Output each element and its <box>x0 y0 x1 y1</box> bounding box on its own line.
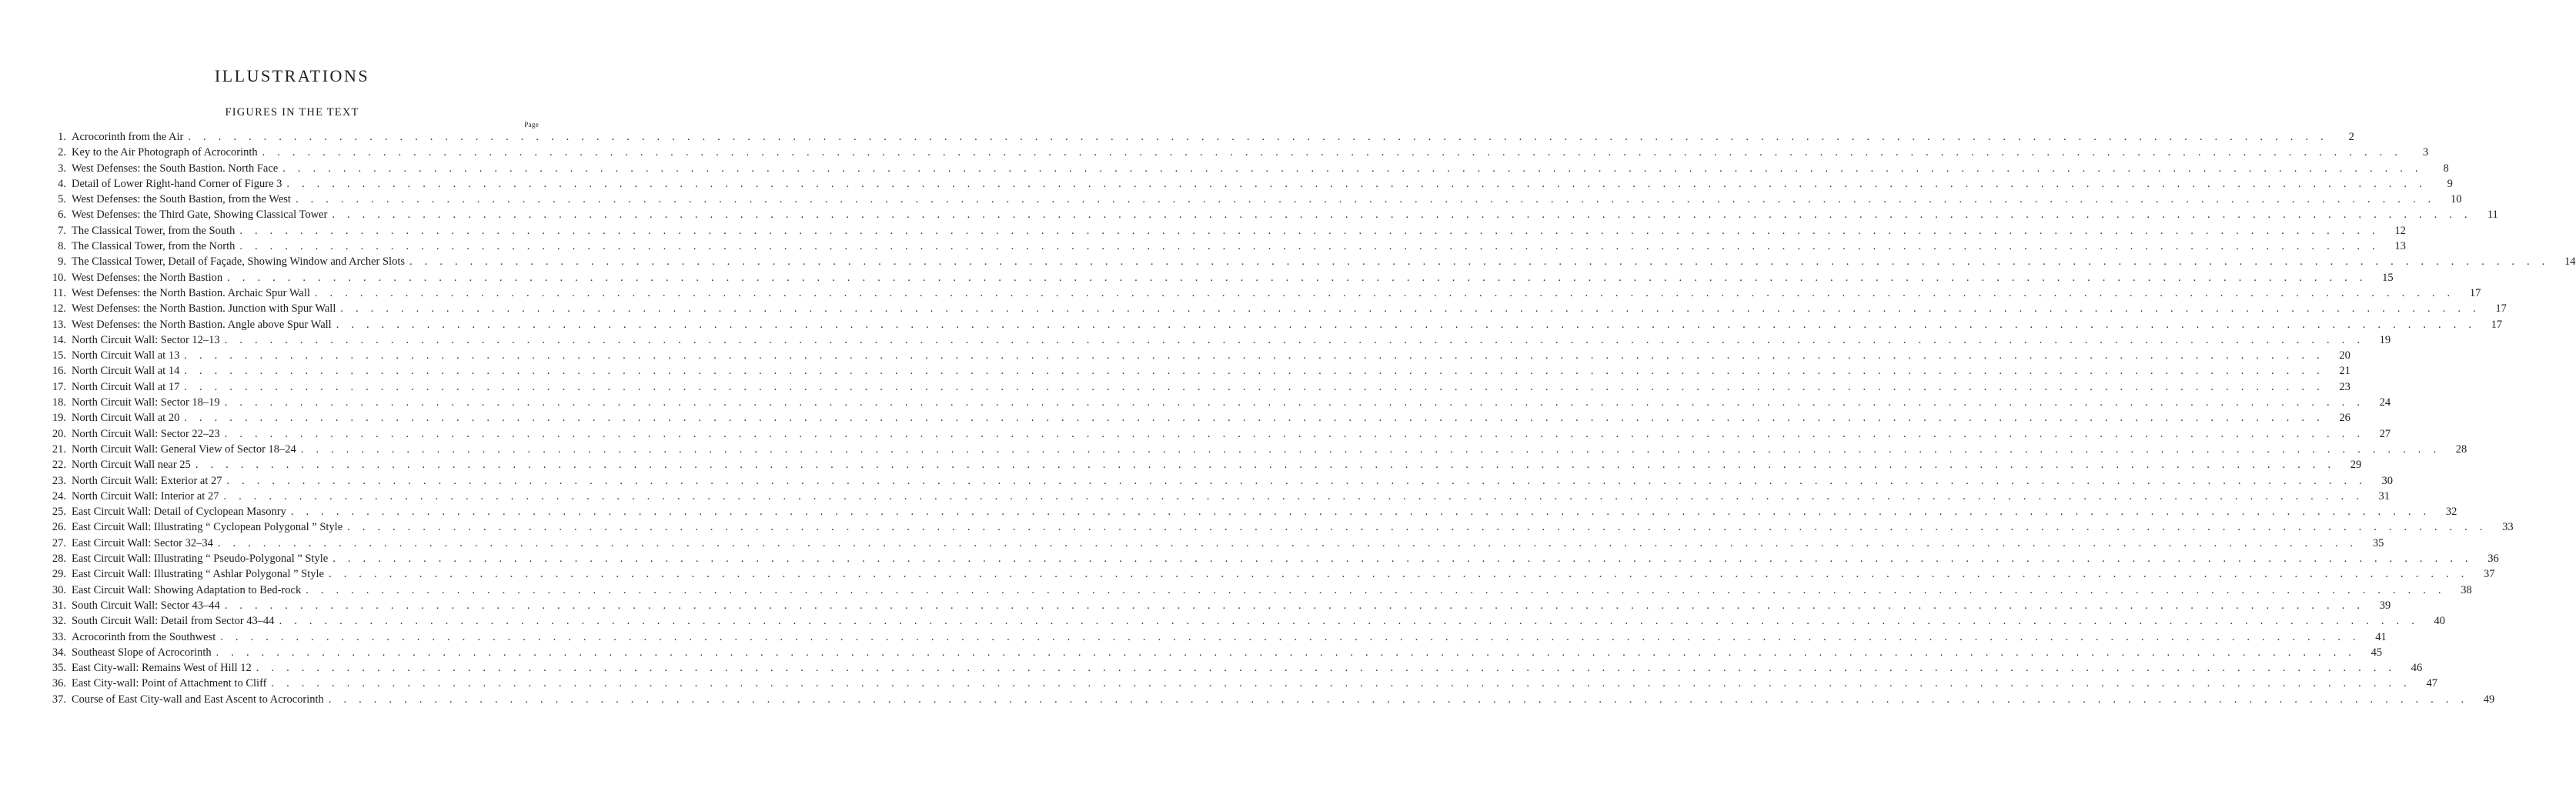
figure-title: North Circuit Wall: Exterior at 27 <box>72 474 222 487</box>
figure-title: North Circuit Wall near 25 <box>72 459 191 472</box>
page-number: 46 <box>2411 662 2423 675</box>
figure-entry[interactable] <box>45 536 2384 551</box>
figure-title: North Circuit Wall: General View of Sector 18–24 <box>72 442 296 456</box>
dot-leader <box>271 676 2411 691</box>
figure-title: Acrocorinth from the Air <box>72 131 184 143</box>
dot-leader <box>262 145 2402 160</box>
figure-number: 6. <box>58 209 66 222</box>
figure-entry[interactable] <box>45 192 2462 207</box>
page-number: 39 <box>2379 599 2391 612</box>
figure-entry[interactable] <box>45 442 2467 457</box>
figure-entry[interactable] <box>45 457 2362 472</box>
figure-title: East Circuit Wall: Sector 32–34 <box>72 536 213 549</box>
figure-number: 26. <box>52 521 66 534</box>
page-number: 9 <box>2447 177 2453 190</box>
figure-title: North Circuit Wall at 17 <box>72 380 180 393</box>
figure-title: Course of East City-wall and East Ascent to Acrocorinth <box>72 693 324 706</box>
figure-title: West Defenses: the North Bastion <box>72 271 223 284</box>
dot-leader <box>216 645 2356 660</box>
figure-entry[interactable] <box>45 660 2423 676</box>
figure-title: East City-wall: Remains West of Hill 12 <box>72 662 252 675</box>
figure-number: 37. <box>52 693 66 706</box>
page-number: 24 <box>2379 396 2391 409</box>
figure-title: North Circuit Wall: Sector 12–13 <box>72 333 220 346</box>
figure-title: Acrocorinth from the Southwest <box>72 630 216 643</box>
figure-entry[interactable] <box>45 332 2391 348</box>
figure-number: 25. <box>52 506 66 519</box>
dot-leader <box>332 551 2472 566</box>
dot-leader <box>286 176 2426 192</box>
figure-title: West Defenses: the North Bastion. Junction with Spur Wall <box>72 302 336 316</box>
figure-entry[interactable] <box>45 504 2457 519</box>
figure-title: Key to the Air Photograph of Acrocorinth <box>72 146 258 159</box>
figure-number: 32. <box>52 615 66 628</box>
page-number: 29 <box>2350 459 2362 472</box>
page-number: 12 <box>2394 224 2406 237</box>
figure-entry[interactable] <box>45 285 2481 301</box>
figure-number: 36. <box>52 677 66 690</box>
page-number: 21 <box>2339 365 2350 378</box>
dot-leader <box>291 504 2431 519</box>
figure-entry[interactable] <box>45 598 2391 613</box>
page-number: 10 <box>2450 193 2462 206</box>
figure-entry[interactable] <box>45 176 2453 192</box>
dot-leader <box>329 692 2468 707</box>
figure-number: 27. <box>52 536 66 549</box>
figure-number: 2. <box>58 146 66 159</box>
figure-number: 4. <box>58 177 66 190</box>
dot-leader <box>340 301 2480 316</box>
figure-entry[interactable] <box>45 566 2495 582</box>
figure-number: 11. <box>52 286 66 299</box>
section-title: FIGURES IN THE TEXT <box>225 106 359 119</box>
dot-leader <box>218 536 2357 551</box>
dot-leader <box>195 457 2335 472</box>
figure-entry[interactable] <box>45 254 2576 269</box>
dot-leader <box>301 442 2441 457</box>
figure-entry[interactable] <box>45 519 2514 535</box>
dot-leader <box>188 129 2327 145</box>
page-number: 3 <box>2422 146 2429 159</box>
figure-title: The Classical Tower, from the South <box>72 224 236 237</box>
page-number: 23 <box>2339 380 2350 393</box>
figure-title: North Circuit Wall: Interior at 27 <box>72 489 219 503</box>
figure-entry[interactable] <box>45 629 2387 645</box>
dot-leader <box>336 317 2476 332</box>
page-number: 8 <box>2443 162 2449 175</box>
figure-entry[interactable] <box>45 676 2437 691</box>
figure-number: 21. <box>52 442 66 456</box>
figure-number: 9. <box>58 255 66 269</box>
page-number: 33 <box>2502 521 2514 534</box>
figure-title: West Defenses: the Third Gate, Showing Classical Tower <box>72 209 328 222</box>
page-number: 41 <box>2375 630 2387 643</box>
figure-entry[interactable] <box>45 207 2498 222</box>
figure-title: North Circuit Wall at 13 <box>72 349 180 362</box>
page-number: 28 <box>2455 442 2467 456</box>
dot-leader <box>227 270 2367 285</box>
dot-leader <box>225 395 2364 410</box>
dot-leader <box>409 254 2549 269</box>
page-number: 17 <box>2469 286 2481 299</box>
figure-entry[interactable] <box>45 583 2472 598</box>
figure-entry[interactable] <box>45 551 2499 566</box>
dot-leader <box>225 598 2364 613</box>
dot-leader <box>329 566 2468 582</box>
figure-entry[interactable] <box>45 489 2390 504</box>
figure-entry[interactable] <box>45 161 2449 176</box>
figure-entry[interactable] <box>45 645 2383 660</box>
page-number: 20 <box>2339 349 2350 362</box>
page-number: 40 <box>2434 615 2446 628</box>
figure-number: 20. <box>52 427 66 440</box>
figure-entry[interactable] <box>45 410 2350 426</box>
page-title: ILLUSTRATIONS <box>214 66 370 85</box>
page-number: 32 <box>2445 506 2457 519</box>
figure-title: North Circuit Wall: Sector 18–19 <box>72 396 220 409</box>
page-number: 11 <box>2487 209 2498 222</box>
dot-leader <box>239 239 2379 254</box>
page-number: 45 <box>2371 646 2383 659</box>
dot-leader <box>296 192 2435 207</box>
page-number: 36 <box>2487 553 2499 566</box>
page-number: 14 <box>2564 255 2576 269</box>
dot-leader <box>279 613 2419 629</box>
figure-number: 12. <box>52 302 66 316</box>
figure-title: East Circuit Wall: Showing Adaptation to Bed-rock <box>72 583 302 596</box>
figure-number: 5. <box>58 193 66 206</box>
figure-entry[interactable] <box>45 692 2495 707</box>
dot-leader <box>332 207 2471 222</box>
page-number: 15 <box>2382 271 2394 284</box>
figure-title: The Classical Tower, from the North <box>72 240 236 253</box>
figure-number: 35. <box>52 662 66 675</box>
figure-entry[interactable] <box>45 270 2394 285</box>
figure-number: 29. <box>52 568 66 581</box>
page-number: 49 <box>2483 693 2495 706</box>
page-number: 38 <box>2461 583 2472 596</box>
figure-entry[interactable] <box>45 473 2393 489</box>
figure-entry[interactable] <box>45 317 2503 332</box>
figure-number: 10. <box>52 271 66 284</box>
page-number: 2 <box>2348 131 2354 143</box>
figure-number: 19. <box>52 412 66 425</box>
figure-number: 15. <box>52 349 66 362</box>
dot-leader <box>220 629 2360 645</box>
page-number: 17 <box>2495 302 2507 316</box>
figure-number: 23. <box>52 474 66 487</box>
dot-leader <box>226 473 2366 489</box>
figure-entry[interactable] <box>45 363 2350 379</box>
page-column-label: Page <box>524 121 539 129</box>
figure-entry[interactable] <box>45 348 2350 363</box>
figure-entry[interactable] <box>45 239 2406 254</box>
dot-leader <box>223 489 2363 504</box>
figure-number: 1. <box>58 131 66 143</box>
figure-title: North Circuit Wall: Sector 22–23 <box>72 427 220 440</box>
page-number: 19 <box>2379 333 2391 346</box>
page-number: 35 <box>2372 536 2384 549</box>
dot-leader <box>225 332 2364 348</box>
dot-leader <box>256 660 2396 676</box>
figure-title: East Circuit Wall: Illustrating “ Ashlar Polygonal ” Style <box>72 568 324 581</box>
figure-title: Detail of Lower Right-hand Corner of Figure 3 <box>72 177 282 190</box>
dot-leader <box>184 410 2324 426</box>
figure-number: 30. <box>52 583 66 596</box>
dot-leader <box>184 379 2324 395</box>
dot-leader <box>347 519 2487 535</box>
figure-number: 34. <box>52 646 66 659</box>
figure-entry[interactable] <box>45 613 2446 629</box>
page-number: 26 <box>2339 412 2350 425</box>
figure-title: East Circuit Wall: Illustrating “ Pseudo-Polygonal ” Style <box>72 553 329 566</box>
figure-number: 28. <box>52 553 66 566</box>
page-number: 37 <box>2483 568 2495 581</box>
figure-number: 16. <box>52 365 66 378</box>
page-number: 27 <box>2379 427 2391 440</box>
page-number: 31 <box>2378 489 2390 503</box>
dot-leader <box>239 223 2379 239</box>
dot-leader <box>225 426 2364 442</box>
figure-number: 14. <box>52 333 66 346</box>
figure-title: West Defenses: the South Bastion, from the West <box>72 193 291 206</box>
figure-title: East Circuit Wall: Detail of Cyclopean Masonry <box>72 506 286 519</box>
page-number: 47 <box>2426 677 2437 690</box>
figure-number: 33. <box>52 630 66 643</box>
dot-leader <box>184 363 2324 379</box>
figure-number: 31. <box>52 599 66 612</box>
figure-title: West Defenses: the North Bastion. Archaic Spur Wall <box>72 286 310 299</box>
figure-title: Southeast Slope of Acrocorinth <box>72 646 212 659</box>
figure-entry[interactable] <box>45 426 2391 442</box>
figure-title: North Circuit Wall at 14 <box>72 365 180 378</box>
figure-title: North Circuit Wall at 20 <box>72 412 180 425</box>
dot-leader <box>315 285 2454 301</box>
figure-entry[interactable] <box>45 301 2507 316</box>
figure-number: 18. <box>52 396 66 409</box>
figure-number: 3. <box>58 162 66 175</box>
dot-leader <box>306 583 2445 598</box>
figure-title: South Circuit Wall: Detail from Sector 43–44 <box>72 615 275 628</box>
dot-leader <box>184 348 2324 363</box>
figure-entry[interactable] <box>45 395 2391 410</box>
page-number: 30 <box>2381 474 2393 487</box>
figure-entry[interactable] <box>45 379 2350 395</box>
page-number: 13 <box>2394 240 2406 253</box>
figure-title: West Defenses: the South Bastion. North Face <box>72 162 279 175</box>
figure-number: 7. <box>58 224 66 237</box>
page-number: 17 <box>2491 318 2503 331</box>
figure-title: South Circuit Wall: Sector 43–44 <box>72 599 220 612</box>
figure-entry[interactable] <box>45 145 2429 160</box>
figure-number: 17. <box>52 380 66 393</box>
figure-entry[interactable] <box>45 223 2406 239</box>
dot-leader <box>282 161 2422 176</box>
figure-number: 13. <box>52 318 66 331</box>
figure-title: East City-wall: Point of Attachment to Cliff <box>72 677 267 690</box>
figure-number: 22. <box>52 459 66 472</box>
figure-title: West Defenses: the North Bastion. Angle above Spur Wall <box>72 318 332 331</box>
figure-title: The Classical Tower, Detail of Façade, Showing Window and Archer Slots <box>72 255 406 269</box>
figure-number: 24. <box>52 489 66 503</box>
figure-number: 8. <box>58 240 66 253</box>
figure-list <box>45 129 2576 707</box>
figure-entry[interactable] <box>45 129 2354 145</box>
figure-title: East Circuit Wall: Illustrating “ Cyclopean Polygonal ” Style <box>72 521 343 534</box>
